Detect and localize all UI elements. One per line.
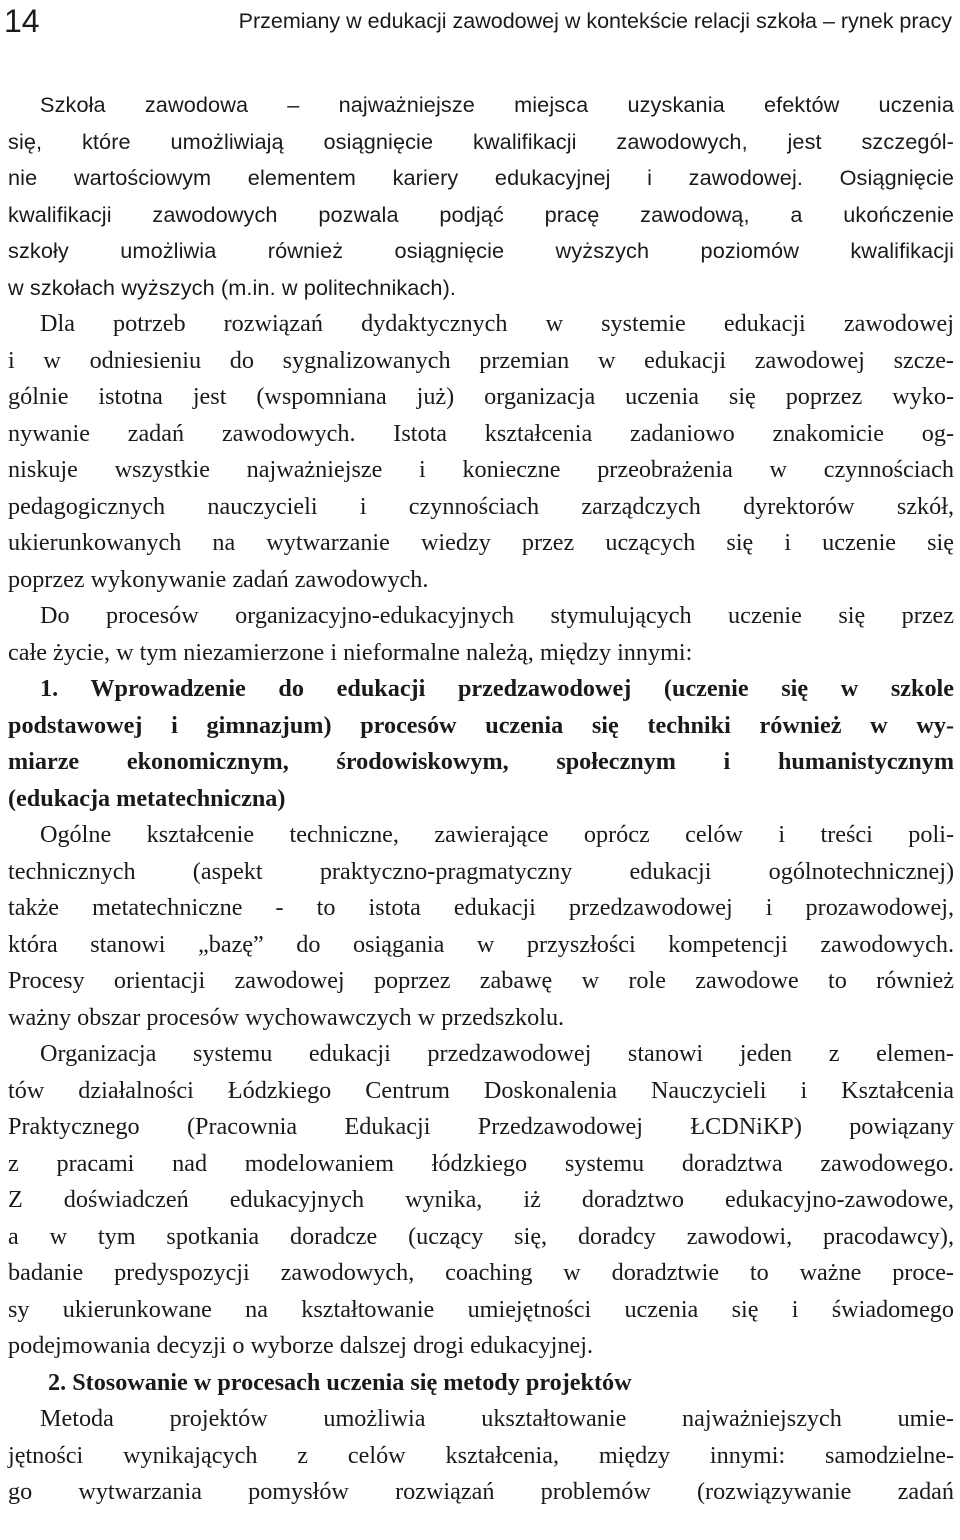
paragraph-line: go wytwarzania pomysłów rozwiązań problemów (rozwiązywanie zadań [8, 1478, 954, 1505]
section-heading-line: (edukacja metatechniczna) [8, 784, 286, 812]
paragraph-line: także metatechniczne - to istota edukacji przedzawodowej i prozawodowej, [8, 894, 954, 921]
body-text [8, 87, 954, 1511]
paragraph-line: niskuje wszystkie najważniejsze i konieczne przeobrażenia w czynnościach [8, 456, 954, 483]
paragraph-line: nie wartościowym elementem kariery edukacyjnej i zawodowej. Osiągnięcie [8, 165, 954, 190]
section-heading-line: 1. Wprowadzenie do edukacji przedzawodowej (uczenie się w szkole [40, 675, 954, 702]
paragraph-line: ukierunkowanych na wytwarzanie wiedzy przez uczących się i uczenie się [8, 529, 954, 556]
paragraph-line: z pracami nad modelowaniem łódzkiego systemu doradztwa zawodowego. [8, 1149, 954, 1177]
paragraph-line: która stanowi „bazę” do osiągania w przyszłości kompetencji zawodowych. [8, 930, 954, 958]
paragraph-line: się, które umożliwiają osiągnięcie kwalifikacji zawodowych, jest szczegól- [8, 128, 954, 154]
paragraph-line: Procesy orientacji zawodowej poprzez zabawę w role zawodowe to również [8, 967, 954, 994]
paragraph-line: Do procesów organizacyjno-edukacyjnych stymulujących uczenie się przez [40, 602, 954, 629]
paragraph-line: Dla potrzeb rozwiązań dydaktycznych w systemie edukacji zawodowej [40, 310, 954, 337]
paragraph-line: w szkołach wyższych (m.in. w politechnikach). [8, 274, 457, 300]
paragraph-line: jętności wynikających z celów kształcenia, między innymi: samodzielne- [8, 1441, 954, 1469]
section-heading-line: podstawowej i gimnazjum) procesów uczenia się techniki również w wy- [8, 711, 954, 739]
paragraph-line: Ogólne kształcenie techniczne, zawierające oprócz celów i treści poli- [40, 821, 954, 848]
paragraph-line: Metoda projektów umożliwia ukształtowanie najważniejszych umie- [40, 1405, 954, 1432]
paragraph-line: tów działalności Łódzkiego Centrum Doskonalenia Nauczycieli i Kształcenia [8, 1076, 954, 1104]
paragraph-line: technicznych (aspekt praktyczno-pragmatyczny edukacji ogólnotechnicznej) [8, 857, 954, 885]
paragraph-line: ważny obszar procesów wychowawczych w przedszkolu. [8, 1003, 565, 1031]
paragraph-line: badanie predyspozycji zawodowych, coaching w doradztwie to ważne proce- [8, 1259, 954, 1286]
page-number: 14 [4, 3, 40, 39]
paragraph-line: Szkoła zawodowa – najważniejsze miejsca uzyskania efektów uczenia [40, 92, 954, 117]
running-title: Przemiany w edukacji zawodowej w kontekście relacji szkoła – rynek pracy [238, 9, 952, 33]
running-header [0, 0, 960, 44]
paragraph-line: gólnie istotna jest (wspomniana już) organizacja uczenia się poprzez wyko- [8, 383, 954, 410]
paragraph-line: a w tym spotkania doradcze (uczący się, doradcy zawodowi, pracodawcy), [8, 1222, 954, 1250]
paragraph-line: sy ukierunkowane na kształtowanie umiejętności uczenia się i świadomego [8, 1295, 954, 1323]
paragraph-line: podejmowania decyzji o wyborze dalszej drogi edukacyjnej. [8, 1332, 593, 1359]
paragraph-line: poprzez wykonywanie zadań zawodowych. [8, 565, 429, 593]
paragraph-line: Praktycznego (Pracownia Edukacji Przedzawodowej ŁCDNiKP) powiązany [8, 1113, 954, 1140]
paragraph-line: kwalifikacji zawodowych pozwala podjąć pracę zawodową, a ukończenie [8, 201, 954, 227]
paragraph-line: szkoły umożliwia również osiągnięcie wyższych poziomów kwalifikacji [8, 238, 954, 263]
section-heading-line: 2. Stosowanie w procesach uczenia się metody projektów [48, 1368, 632, 1396]
paragraph-line: Organizacja systemu edukacji przedzawodowej stanowi jeden z elemen- [40, 1040, 954, 1067]
section-heading-line: miarze ekonomicznym, środowiskowym, społecznym i humanistycznym [8, 748, 954, 775]
paragraph-line: i w odniesieniu do sygnalizowanych przemian w edukacji zawodowej szcze- [8, 346, 954, 374]
paragraph-line: nywanie zadań zawodowych. Istota kształcenia zadaniowo znakomicie og- [8, 419, 954, 447]
paragraph-line: Z doświadczeń edukacyjnych wynika, iż doradztwo edukacyjno-zawodowe, [8, 1186, 954, 1213]
paragraph-line: całe życie, w tym niezamierzone i nieformalne należą, między innymi: [8, 638, 693, 666]
paragraph-line: pedagogicznych nauczycieli i czynnościach zarządczych dyrektorów szkół, [8, 492, 954, 520]
